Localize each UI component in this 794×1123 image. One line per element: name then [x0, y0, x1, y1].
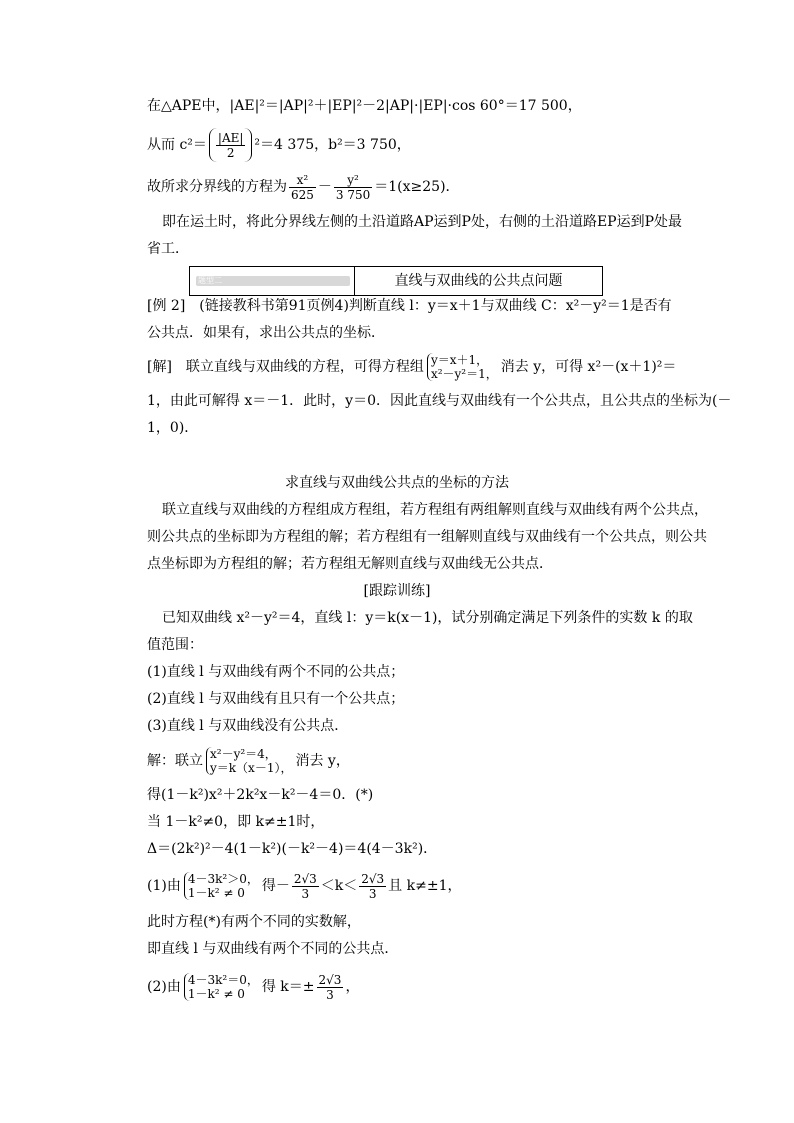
equation-system	[427, 353, 498, 381]
text-line-2-b: ²＝4 375，b²＝3 750，	[254, 137, 411, 153]
answer-line-6: 此时方程(*)有两个不同的实数解，	[147, 914, 361, 930]
solution-line-1-a: [解] 联立直线与双曲线的方程，可得方程组	[147, 359, 424, 375]
answer-line-3: 当 1－k²≠0，即 k≠±1时，	[147, 814, 325, 830]
equation-system	[184, 973, 259, 1001]
answer-line-4: Δ＝(2k²)²－4(1－k²)(－k²－4)＝4(4－3k²)．	[147, 841, 438, 857]
fraction-2sqrt3-3	[317, 973, 344, 1002]
fraction-denominator: 3	[368, 886, 377, 901]
text-line-3	[147, 170, 460, 204]
fraction-numerator: y²	[334, 173, 372, 188]
method-line-2: 则公共点的坐标即为方程组的解；若方程组有一组解则直线与双曲线有一个公共点，则公共	[147, 529, 707, 545]
section-title: 直线与双曲线的公共点问题	[394, 273, 563, 289]
answer-line-1	[147, 744, 350, 778]
example-line-1: [例 2] (链接教科书第91页例4)判断直线 l：y＝x＋1与双曲线 C：x²－y²＝1是否有	[147, 298, 672, 314]
answer-line-1-b: 消去 y，	[295, 753, 350, 769]
exercise-line-2: 值范围：	[147, 637, 203, 653]
inequality-2: 1－k² ≠ 0	[187, 886, 245, 900]
solution-line-3: 1，0)．	[147, 420, 199, 436]
fraction-numerator: |AE|	[217, 130, 244, 145]
condition-2: (2)直线 l 与双曲线有且只有一个公共点；	[147, 691, 405, 707]
text-line-5: 省工．	[147, 241, 189, 257]
equation-system	[206, 747, 292, 775]
fraction-numerator: 2√3	[293, 871, 317, 886]
condition-1: (1)直线 l 与双曲线有两个不同的公共点；	[147, 664, 405, 680]
text-line-2	[147, 128, 411, 162]
method-title: 求直线与双曲线公共点的坐标的方法	[285, 475, 509, 491]
fraction-denominator: 2	[226, 145, 235, 160]
answer-line-5-b: 得－	[261, 878, 290, 894]
tracking-title: [跟踪训练]	[363, 583, 431, 599]
condition-3: (3)直线 l 与双曲线没有公共点．	[147, 718, 349, 734]
inequality-2: 1－k² ≠ 0	[187, 987, 245, 1001]
fraction-2sqrt3-3	[359, 872, 386, 901]
answer-line-5-c: ＜k＜	[320, 878, 358, 894]
fraction-numerator: x²	[289, 173, 316, 188]
method-line-1: 联立直线与双曲线的方程组成方程组，若方程组有两组解则直线与双曲线有两个公共点，	[162, 502, 708, 518]
fraction-denominator: 3	[301, 886, 310, 901]
equation-1: x²－y²＝4，	[210, 747, 277, 761]
answer-line-8	[147, 970, 359, 1004]
answer-line-5-a: (1)由	[147, 878, 181, 894]
section-tag-label: 题型二	[198, 276, 222, 285]
text-line-3-a: 故所求分界线的方程为	[147, 179, 287, 195]
equation-2: x²－y²＝1，	[430, 367, 498, 381]
inequality-system	[184, 872, 259, 900]
answer-line-2: 得(1－k²)x²＋2k²x－k²－4＝0．(*)	[147, 787, 374, 803]
text-line-2-a: 从而 c²＝	[147, 137, 207, 153]
text-line-1: 在△APE中，|AE|²＝|AP|²＋|EP|²－2|AP|·|EP|·cos 60°＝17 500，	[147, 98, 582, 114]
solution-line-1-b: 消去 y，可得 x²－(x＋1)²＝	[500, 359, 677, 375]
example-line-2: 公共点．如果有，求出公共点的坐标．	[147, 325, 385, 341]
equation-1: 4－3k²＝0，	[187, 973, 259, 987]
equation-2: y＝k（x－1），	[210, 761, 293, 775]
minus-sign: －	[317, 179, 332, 195]
answer-line-5-d: 且 k≠±1，	[388, 878, 462, 894]
text-line-4: 即在运土时，将此分界线左侧的土沿道路AP运到P处，右侧的土沿道路EP运到P处最	[162, 214, 683, 230]
fraction-numerator: 2√3	[361, 871, 385, 886]
answer-line-1-a: 解：联立	[147, 753, 203, 769]
answer-line-8-b: 得 k＝±	[261, 979, 315, 995]
method-line-3: 点坐标即为方程组的解；若方程组无解则直线与双曲线无公共点．	[147, 556, 553, 572]
answer-line-8-c: ，	[345, 979, 360, 995]
equation-1: y＝x＋1，	[430, 353, 489, 367]
answer-line-5	[147, 869, 461, 903]
fraction-2sqrt3-3	[292, 872, 319, 901]
fraction-denominator: 625	[291, 187, 314, 202]
solution-line-1	[147, 350, 676, 384]
solution-line-2: 1，由此可解得 x＝－1．此时，y＝0．因此直线与双曲线有一个公共点，且公共点的坐标为(－	[147, 393, 732, 409]
section-header-box	[189, 266, 603, 296]
answer-line-7: 即直线 l 与双曲线有两个不同的公共点．	[147, 941, 399, 957]
inequality-1: 4－3k²＞0，	[187, 872, 259, 886]
fraction-denominator: 3 750	[335, 187, 371, 202]
fraction-numerator: 2√3	[318, 972, 342, 987]
text-line-3-b: ＝1(x≥25)．	[374, 179, 460, 195]
answer-line-8-a: (2)由	[147, 979, 181, 995]
fraction-denominator: 3	[326, 987, 334, 1002]
fraction-x2-625	[289, 173, 316, 202]
exercise-line-1: 已知双曲线 x²－y²＝4，直线 l：y＝k(x－1)，试分别确定满足下列条件的实数 k 的取	[162, 610, 693, 626]
fraction-y2-3750	[334, 173, 372, 202]
paren-fraction	[209, 128, 253, 162]
